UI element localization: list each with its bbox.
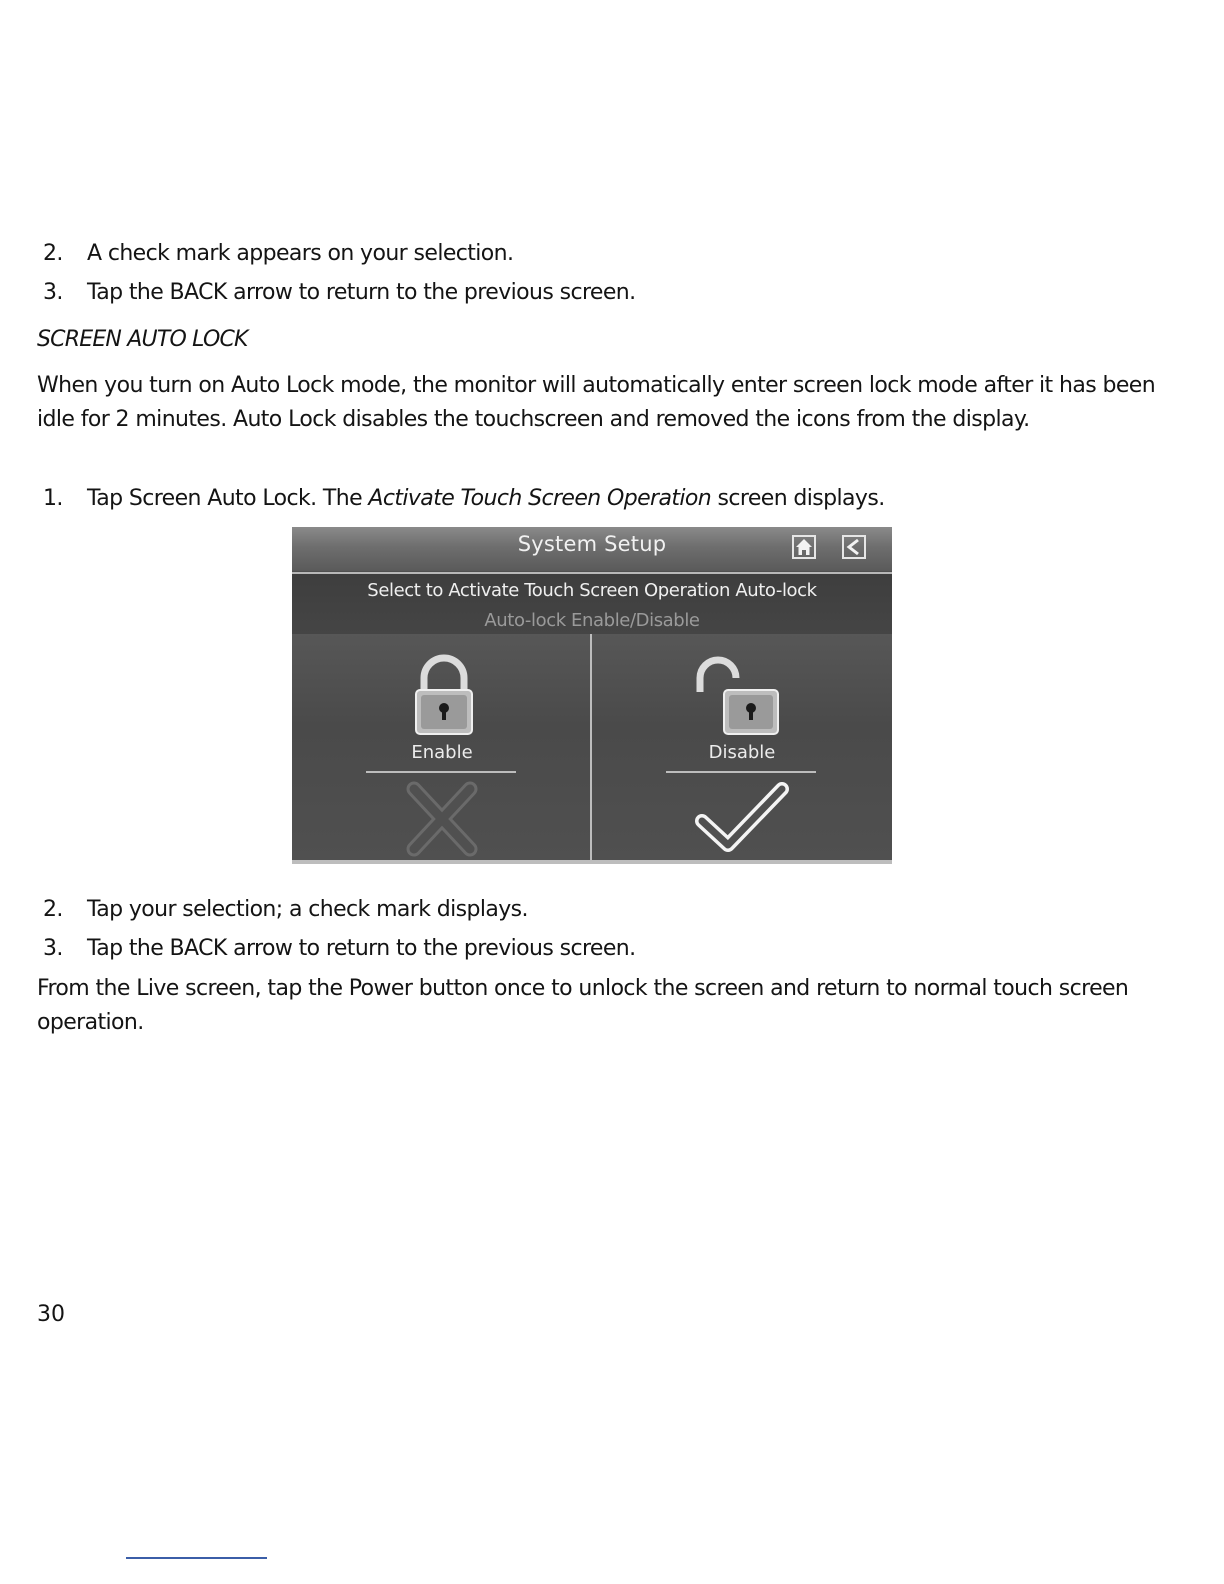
step-text: Tap your selection; a check mark displays. — [87, 897, 528, 922]
device-bottom-bar — [292, 860, 892, 864]
step-number: 3. — [43, 280, 63, 305]
device-subtitle: Select to Activate Touch Screen Operation Auto-lock — [367, 580, 817, 601]
footer-rule — [126, 1557, 267, 1559]
step-number: 1. — [43, 486, 63, 511]
enable-divider — [366, 771, 516, 773]
home-button[interactable] — [792, 535, 816, 559]
step-text-italic: Activate Touch Screen Operation — [368, 486, 712, 511]
step-text: Tap the BACK arrow to return to the previous screen. — [87, 936, 636, 961]
step-text: Tap the BACK arrow to return to the previous screen. — [87, 280, 636, 305]
device-subheader — [292, 572, 892, 634]
step-3-top — [43, 280, 636, 305]
device-title: System Setup — [517, 532, 667, 556]
device-subtitle-secondary: Auto-lock Enable/Disable — [484, 610, 700, 631]
back-arrow-icon — [844, 537, 864, 557]
padlock-unlocked-icon — [688, 654, 784, 738]
enable-label: Enable — [411, 742, 473, 763]
device-header — [292, 527, 892, 571]
step-number: 2. — [43, 897, 63, 922]
section-heading: SCREEN AUTO LOCK — [37, 327, 248, 352]
disable-divider — [666, 771, 816, 773]
back-button[interactable] — [842, 535, 866, 559]
closing-paragraph: From the Live screen, tap the Power button once to unlock the screen and return to normal touch screen operation. — [37, 976, 1129, 1035]
step-3-bottom — [43, 936, 636, 961]
check-mark-icon — [694, 779, 790, 855]
page-number: 30 — [37, 1302, 65, 1327]
step-2-bottom — [43, 897, 528, 922]
step-2-top — [43, 241, 513, 266]
padlock-locked-icon — [412, 654, 476, 738]
intro-paragraph: When you turn on Auto Lock mode, the monitor will automatically enter screen lock mode after it has been idle for 2 minutes. Auto Lock disables the touchscreen and removed the icons from the display. — [37, 373, 1156, 432]
enable-option[interactable] — [292, 634, 592, 864]
device-screenshot — [292, 527, 892, 864]
disable-label: Disable — [708, 742, 776, 763]
disable-option[interactable] — [592, 634, 892, 864]
step-number: 3. — [43, 936, 63, 961]
step-text-before: Tap Screen Auto Lock. The — [87, 486, 369, 511]
step-number: 2. — [43, 241, 63, 266]
home-icon — [794, 537, 814, 557]
step-text-after: screen displays. — [711, 486, 885, 511]
step-1 — [43, 486, 885, 511]
x-mark-icon — [404, 779, 480, 859]
step-text: A check mark appears on your selection. — [87, 241, 514, 266]
